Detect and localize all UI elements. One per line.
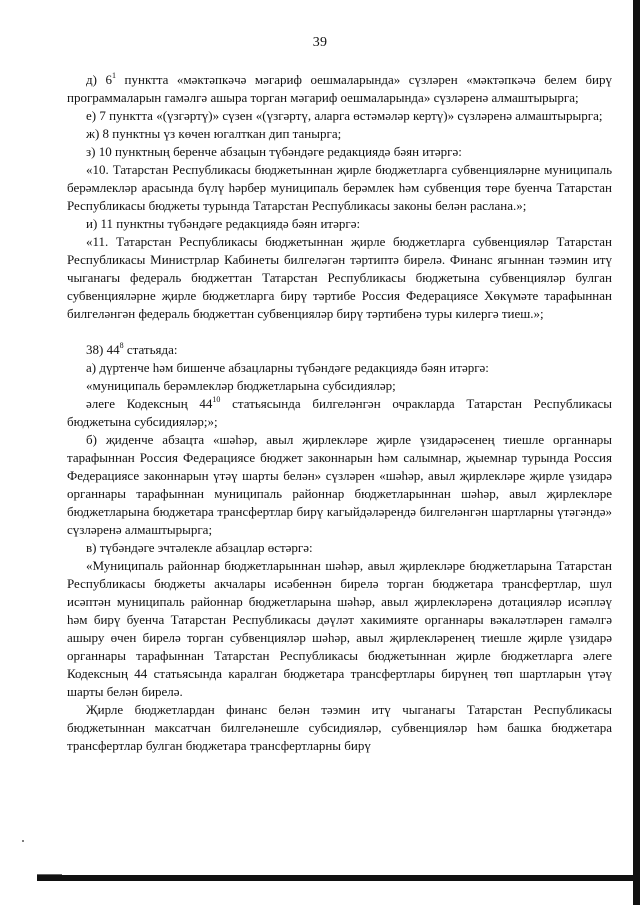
- paragraph: [67, 539, 612, 557]
- paragraph-text: пунктта «мәктәпкәчә мәгариф оешмаларында» сүзләрен «мәктәпкәчә белем бирү программаларын гамәлгә ашыра торган мәгариф оешмаларында» сүзләренә алмаштырырга;: [67, 72, 613, 105]
- paragraph: [67, 125, 612, 143]
- paragraph-text: и) 11 пунктны түбәндәге редакциядә бәян итәргә:: [86, 216, 361, 231]
- paragraph: [67, 557, 612, 701]
- scan-bottom-shadow: [37, 875, 640, 881]
- paragraph-text: ж) 8 пунктны үз көчен югалткан дип танырга;: [86, 126, 342, 141]
- scan-speck: [22, 840, 24, 842]
- paragraph: [67, 143, 612, 161]
- paragraph-text: «10. Татарстан Республикасы бюджетыннан җирле бюджетларга субвенцияләрне муниципаль берәмлекләр арасында бүлү һәрбер муниципаль берәмлек һәм субвенция төре буенча Татарстан Республикасы бюджеты турында Татарстан Республикасы законы белән раслана.»;: [67, 162, 612, 213]
- paragraph: [67, 701, 612, 755]
- paragraph: [67, 377, 612, 395]
- paragraph-text: «муниципаль берәмлекләр бюджетларына субсидияләр;: [86, 378, 396, 393]
- document-body: [67, 71, 612, 755]
- paragraph: [67, 431, 612, 539]
- superscript-index: 8: [119, 340, 124, 350]
- paragraph: [67, 71, 612, 107]
- paragraph: [67, 107, 612, 125]
- paragraph: [67, 341, 612, 359]
- paragraph-text: Җирле бюджетлардан финанс белән тәэмин итү чыганагы Татарстан Республикасы бюджетыннан максатчан билгеләнешле субсидияләр, субвенцияләр һәм башка бюджетара трансфертлар булган бюджетара трансфертларны бирү: [67, 702, 612, 753]
- paragraph-text: б) җиденче абзацта «шәһәр, авыл җирлекләре җирле үзидарәсенең тиешле органнары тарафыннан Россия Федерациясе бюджет законнарын һәм салымнар, җыемнар турында Россия Федерациясе законнарын үтәү шарты белән» сүзләрен «шәһәр, авыл җирлекләре җирле үзидарә органнары тарафыннан муниципаль районнар бюджетларыннан шәһәр, авыл җирлекләре бюджетларына бюджетара трансфертлар бирү кагыйдәләрендә билгеләнгән шартларны үтәгәндә» сүзләренә алмаштырырга;: [67, 432, 612, 537]
- paragraph-text: 38) 44: [86, 342, 120, 357]
- page-number: 39: [312, 35, 328, 50]
- paragraph-text: з) 10 пунктның беренче абзацын түбәндәге редакциядә бәян итәргә:: [86, 144, 462, 159]
- paragraph: [67, 215, 612, 233]
- paragraph-text: е) 7 пунктта «(үзгәртү)» сүзен «(үзгәртү, аларга өстәмәләр кертү)» сүзләренә алмаштырырга;: [86, 108, 603, 123]
- paragraph: [67, 161, 612, 215]
- paragraph-text: «11. Татарстан Республикасы бюджетыннан җирле бюджетларга субвенцияләр Татарстан Республикасы Министрлар Кабинеты билгеләгән тәртиптә бирелә. Финанс ягыннан тәэмин итү чыганагы федераль бюджеттан Татарстан Республикасы бюджетына субвенцияләр булган субвенцияләрне җирле бюджетларга бирү тәртибе Россия Федерациясе Хөкүмәте тарафыннан билгеләнгән федераль бюджеттан субвенцияләр бирү тәртибенә туры килергә тиеш.»;: [67, 234, 612, 321]
- paragraph-text: «Муниципаль районнар бюджетларыннан шәһәр, авыл җирлекләре бюджетларына Татарстан Республикасы бюджеты акчалары исәбеннән бирелә торган бюджетара трансфертлар, шул исәптән муниципаль районнар бюджетларына шәһәр, авыл җирлекләренә дотацияләр исәпләү һәм бирү буенча Татарстан Республикасы дәүләт хакимияте органнары вәкаләтләрен гамәлгә ашыру өчен бирелә торган субвенцияләр шәһәр, авыл җирлекләренең тиешле җирле үзидарә органнары тарафыннан Татарстан Республикасы бюджетыннан җирле бюджетларга әлеге Кодексның 44 статьясында каралган бюджетара трансфертлары бирүнең төп шартларын үтәү шарты белән бирелә.: [67, 558, 612, 699]
- paragraph-text: әлеге Кодексның 44: [86, 396, 213, 411]
- paragraph-text: в) түбәндәге эчтәлекле абзацлар өстәргә:: [86, 540, 313, 555]
- paragraph: [67, 359, 612, 377]
- paragraph: [67, 233, 612, 323]
- paragraph-text: а) дүртенче һәм бишенче абзацларны түбәндәге редакциядә бәян итәргә:: [86, 360, 489, 375]
- paragraph: [67, 395, 612, 431]
- paragraph-text: д) 6: [86, 72, 112, 87]
- paragraph-text: статьясында билгеләнгән очракларда Татарстан Республикасы бюджетына субсидияләр;»;: [67, 396, 612, 429]
- superscript-index: 10: [212, 394, 221, 404]
- superscript-index: 1: [112, 70, 116, 80]
- scan-edge-shadow: [633, 0, 640, 905]
- paragraph-text: статьяда:: [123, 342, 178, 357]
